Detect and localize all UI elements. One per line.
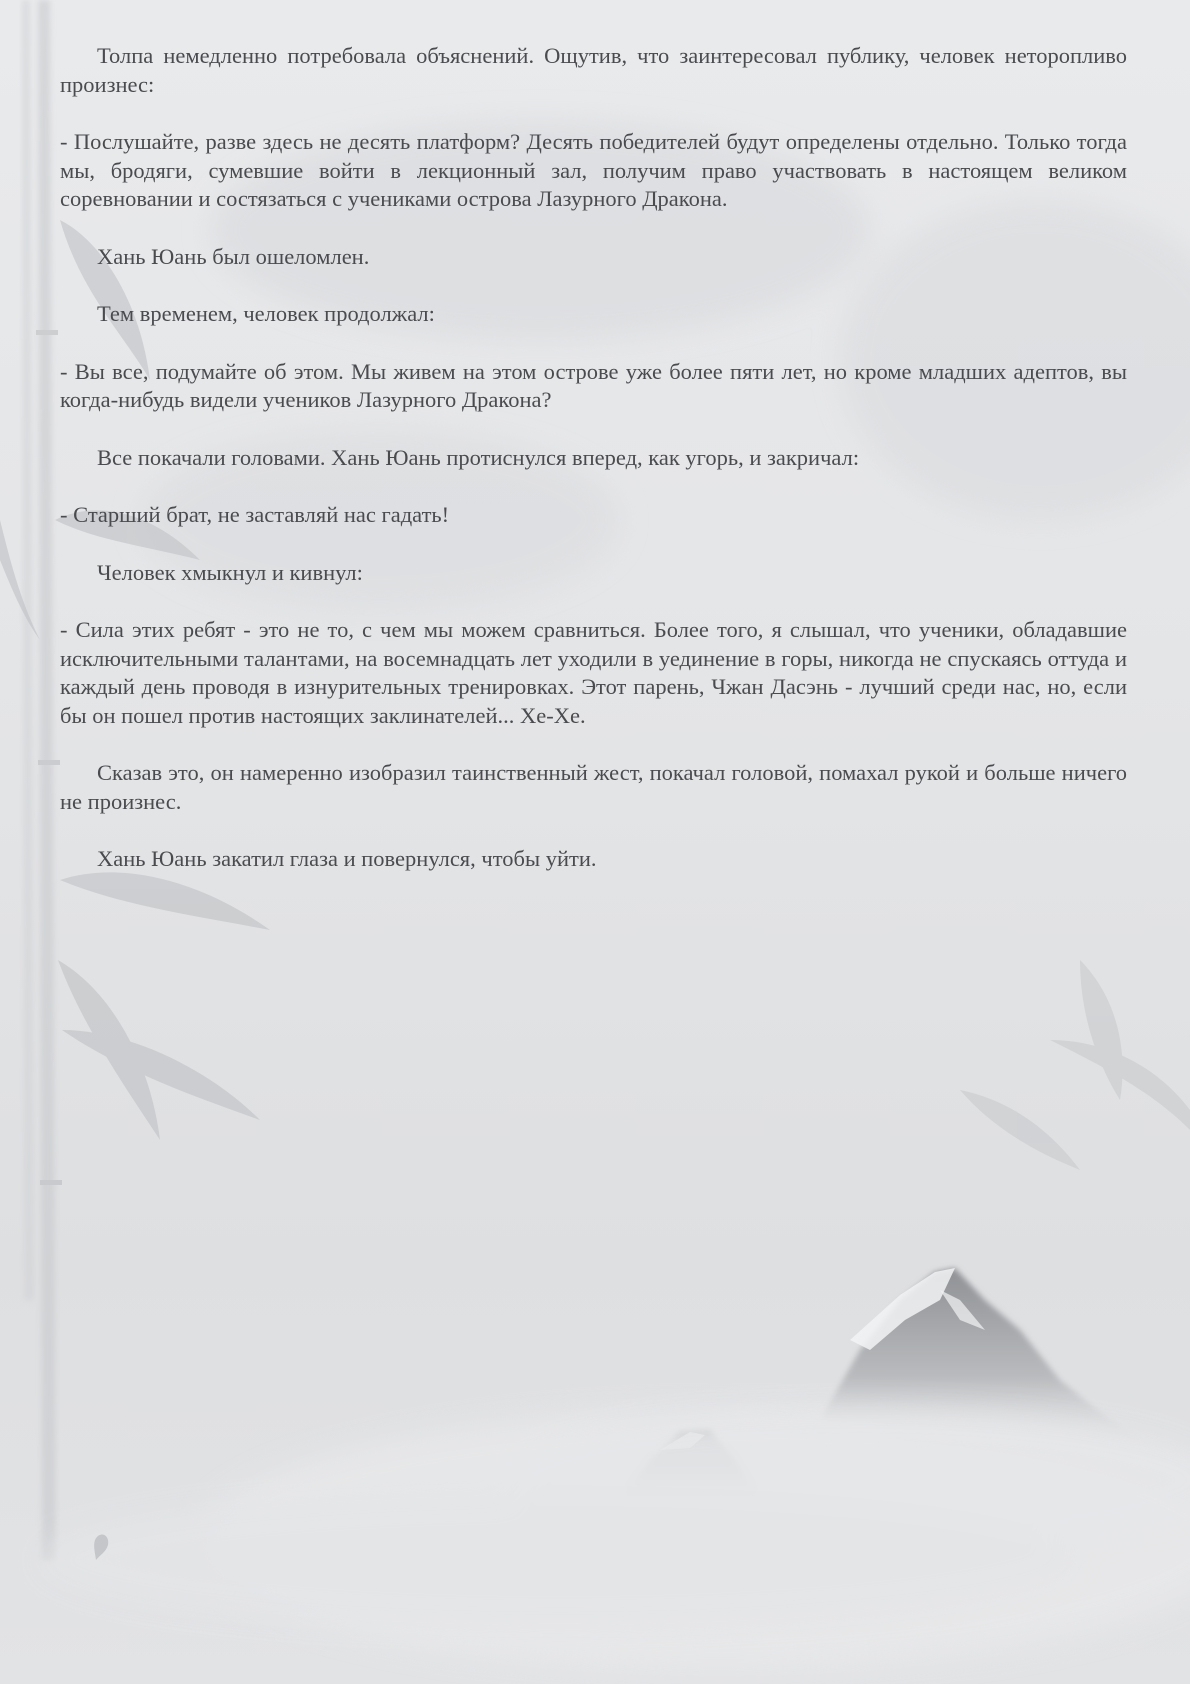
paragraph-narration: Человек хмыкнул и кивнул: xyxy=(97,559,363,585)
right-leaves xyxy=(960,960,1190,1170)
document-body xyxy=(60,42,1127,903)
paragraph-narration: Сказав это, он намеренно изобразил таинственный жест, покачал головой, помахал рукой и больше ничего не произнес. xyxy=(60,760,1127,814)
paragraph-narration: Толпа немедленно потребовала объяснений. Ощутив, что заинтересовал публику, человек неторопливо произнес: xyxy=(60,43,1127,97)
paragraph-narration: Хань Юань закатил глаза и повернулся, чтобы уйти. xyxy=(97,846,597,871)
bamboo-stalks xyxy=(22,0,62,1560)
paragraph-narration: Хань Юань был ошеломлен. xyxy=(97,243,370,269)
paragraph-dialogue: - Вы все, подумайте об этом. Мы живем на этом острове уже более пяти лет, но кроме младших адептов, вы когда-нибудь видели учеников Лазурного Дракона? xyxy=(60,358,1127,412)
paragraph-narration: Все покачали головами. Хань Юань протиснулся вперед, как угорь, и закричал: xyxy=(97,444,860,470)
paragraph-dialogue: - Старший брат, не заставляй нас гадать! xyxy=(60,502,450,527)
paragraph-dialogue: - Послушайте, разве здесь не десять платформ? Десять победителей будут определены отдельно. Только тогда мы, бродяги, сумевшие войти в лекционный зал, получим право участвовать в настоящем великом соревновании и состязаться с учениками острова Лазурного Дракона. xyxy=(60,129,1127,211)
paragraph-narration: Тем временем, человек продолжал: xyxy=(97,301,435,326)
paragraph-dialogue: - Сила этих ребят - это не то, с чем мы можем сравниться. Более того, я слышал, что ученики, обладавшие исключительными талантами, на восемнадцать лет уходили в уединение в горы, никогда не спускаясь оттуда и каждый день проводя в изнурительных тренировках. Этот парень, Чжан Дасэнь - лучший среди нас, но, если бы он пошел против настоящих заклинателей... Хе-Хе. xyxy=(60,617,1127,728)
